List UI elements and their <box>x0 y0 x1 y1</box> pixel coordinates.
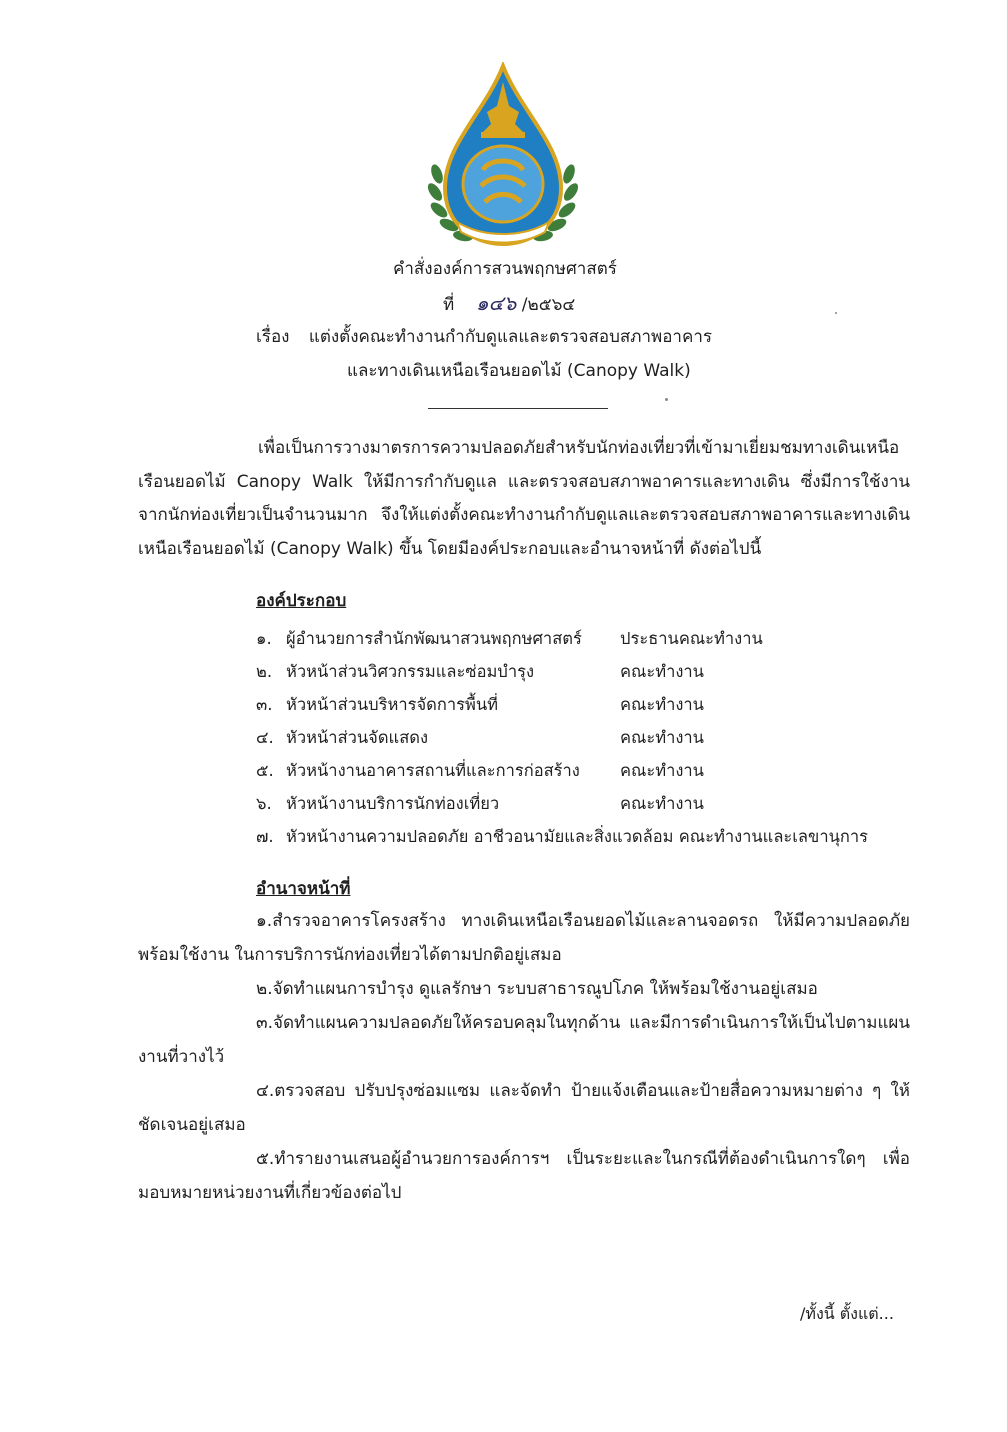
member-number: ๓. <box>256 695 273 714</box>
member-number: ๒. <box>256 662 273 681</box>
member-number: ๗. <box>256 827 274 846</box>
members-section-title: องค์ประกอบ <box>256 591 347 611</box>
member-position: หัวหน้างานความปลอดภัย อาชีวอนามัยและสิ่งแวดล้อม คณะทำงานและเลขานุการ <box>286 827 868 846</box>
subject-text-1: แต่งตั้งคณะทำงานกำกับดูแลและตรวจสอบสภาพอาคาร <box>308 327 713 347</box>
order-number-label: ที่ <box>443 295 455 315</box>
botanical-garden-emblem-icon <box>423 62 583 250</box>
list-item <box>256 760 956 793</box>
list-item: ๓.จัดทำแผนความปลอดภัยให้ครอบคลุมในทุกด้าน และมีการดำเนินการให้เป็นไปตามแผนงานที่วางไว้ <box>138 1013 910 1067</box>
member-number: ๑. <box>256 629 272 648</box>
subject-line-1 <box>256 326 712 348</box>
member-role: ประธานคณะทำงาน <box>620 629 763 648</box>
list-item: ๕.ทำรายงานเสนอผู้อำนวยการองค์การฯ เป็นระยะและในกรณีที่ต้องดำเนินการใดๆ เพื่อมอบหมายหน่วยงานที่เกี่ยวข้องต่อไป <box>138 1149 910 1203</box>
scan-speck <box>835 312 837 314</box>
member-role: คณะทำงาน <box>620 761 704 780</box>
list-item <box>256 628 956 661</box>
member-role: คณะทำงาน <box>620 794 704 813</box>
member-position: หัวหน้าส่วนวิศวกรรมและซ่อมบำรุง <box>286 662 535 681</box>
duties-section-title: อำนาจหน้าที่ <box>256 879 351 899</box>
list-item: ๑.สำรวจอาคารโครงสร้าง ทางเดินเหนือเรือนยอดไม้และลานจอดรถ ให้มีความปลอดภัยพร้อมใช้งาน ในการบริการนักท่องเที่ยวได้ตามปกติอยู่เสมอ <box>138 911 910 965</box>
list-item: ๔.ตรวจสอบ ปรับปรุงซ่อมแซม และจัดทำ ป้ายแจ้งเตือนและป้ายสื่อความหมายต่าง ๆ ให้ชัดเจนอยู่เสมอ <box>138 1081 910 1135</box>
order-title: คำสั่งองค์การสวนพฤกษศาสตร์ <box>393 259 617 279</box>
list-item <box>256 826 956 859</box>
list-item <box>256 793 956 826</box>
organization-logo <box>423 62 583 250</box>
header-divider <box>428 408 608 409</box>
intro-paragraph: เพื่อเป็นการวางมาตรการความปลอดภัยสำหรับนักท่องเที่ยวที่เข้ามาเยี่ยมชมทางเดินเหนือเรือนยอดไม้ Canopy Walk ให้มีการกำกับดูแล และตรวจสอบสภาพอาคารและทางเดิน ซึ่งมีการใช้งานจากนักท่องเที่ยวเป็นจำนวนมาก จึงให้แต่งตั้งคณะทำงานกำกับดูแลและตรวจสอบสภาพอาคารและทางเดินเหนือเรือนยอดไม้ (Canopy Walk) ขึ้น โดยมีองค์ประกอบและอำนาจหน้าที่ ดังต่อไปนี้ <box>138 438 910 559</box>
list-item <box>256 661 956 694</box>
duties-list <box>138 904 910 1210</box>
member-number: ๖. <box>256 794 272 813</box>
member-role: คณะทำงาน <box>620 695 704 714</box>
member-role: คณะทำงาน <box>620 728 704 747</box>
member-position: หัวหน้างานอาคารสถานที่และการก่อสร้าง <box>286 761 580 780</box>
subject-line-2: และทางเดินเหนือเรือนยอดไม้ (Canopy Walk) <box>347 361 691 381</box>
member-position: หัวหน้าส่วนบริหารจัดการพื้นที่ <box>286 695 499 714</box>
continuation-note: /ทั้งนี้ ตั้งแต่... <box>800 1304 894 1323</box>
member-number: ๔. <box>256 728 274 747</box>
member-position: หัวหน้าส่วนจัดแสดง <box>286 728 429 747</box>
list-item: ๒.จัดทำแผนการบำรุง ดูแลรักษา ระบบสาธารณูปโภค ให้พร้อมใช้งานอยู่เสมอ <box>256 979 818 999</box>
member-number: ๕. <box>256 761 274 780</box>
list-item <box>256 694 956 727</box>
scan-speck <box>665 398 668 401</box>
order-number <box>443 292 575 316</box>
list-item <box>256 727 956 760</box>
order-year: /๒๕๖๔ <box>521 295 576 315</box>
subject-label: เรื่อง <box>256 327 290 347</box>
members-list <box>256 628 956 859</box>
member-position: ผู้อำนวยการสำนักพัฒนาสวนพฤกษศาสตร์ <box>286 629 582 648</box>
member-position: หัวหน้างานบริการนักท่องเที่ยว <box>286 794 500 813</box>
member-role: คณะทำงาน <box>620 662 704 681</box>
order-number-handwritten: ๑๔๖ <box>475 291 517 315</box>
